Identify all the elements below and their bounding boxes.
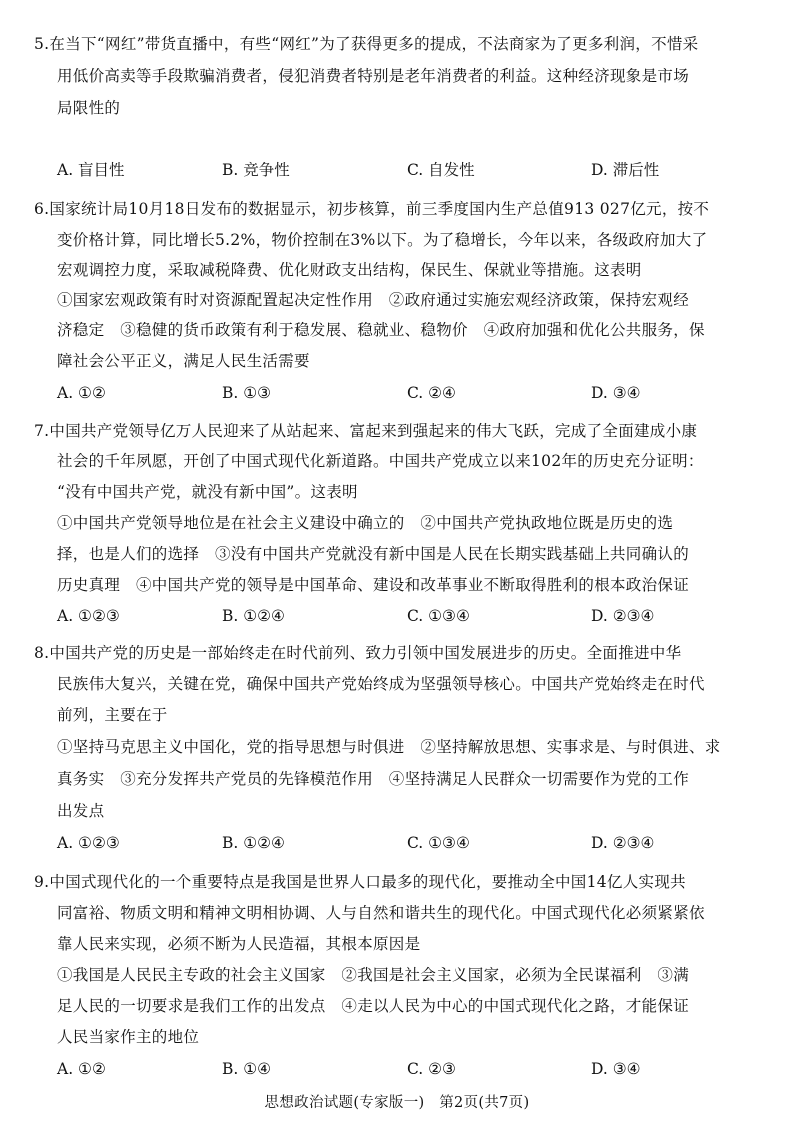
choice-b: B. ①③ bbox=[222, 384, 272, 402]
page-footer: 思想政治试题(专家版一) 第2页(共7页) bbox=[264, 1095, 530, 1111]
statement-options-line: ①我国是人民民主专政的社会主义国家 ②我国是社会主义国家，必须为全民谋福利 ③满 bbox=[57, 966, 690, 984]
question-stem-line: 6.国家统计局10月18日发布的数据显示，初步核算，前三季度国内生产总值913 027亿元，按不 bbox=[34, 200, 710, 218]
choice-b: B. ①②④ bbox=[222, 834, 285, 852]
choice-c: C. 自发性 bbox=[407, 161, 475, 179]
question-stem-line: 前列，主要在于 bbox=[57, 706, 168, 724]
question-stem-line: “没有中国共产党，就没有新中国”。这表明 bbox=[57, 483, 358, 501]
statement-options-line: ①国家宏观政策有时对资源配置起决定性作用 ②政府通过实施宏观经济政策，保持宏观经 bbox=[57, 291, 690, 309]
statement-options-line: 择，也是人们的选择 ③没有中国共产党就没有新中国是人民在长期实践基础上共同确认的 bbox=[57, 545, 690, 563]
statement-options-line: 真务实 ③充分发挥共产党员的先锋模范作用 ④坚持满足人民群众一切需要作为党的工作 bbox=[57, 770, 690, 788]
choice-b: B. ①②④ bbox=[222, 607, 285, 625]
choice-c: C. ②③ bbox=[407, 1060, 456, 1078]
choice-c: C. ①③④ bbox=[407, 834, 470, 852]
statement-options-line: 人民当家作主的地位 bbox=[57, 1028, 200, 1046]
question-stem-line: 9.中国式现代化的一个重要特点是我国是世界人口最多的现代化，要推动全中国14亿人实现共 bbox=[34, 873, 686, 891]
statement-options-line: 出发点 bbox=[57, 802, 105, 820]
choice-a: A. ①②③ bbox=[57, 834, 120, 852]
choice-a: A. ①② bbox=[57, 1060, 106, 1078]
choice-d: D. 滞后性 bbox=[591, 161, 660, 179]
statement-options-line: ①中国共产党领导地位是在社会主义建设中确立的 ②中国共产党执政地位既是历史的选 bbox=[57, 514, 674, 532]
question-stem-line: 5.在当下“网红”带货直播中，有些“网红”为了获得更多的提成，不法商家为了更多利润，不惜采 bbox=[34, 35, 699, 53]
choice-a: A. 盲目性 bbox=[57, 161, 125, 179]
question-stem-line: 同富裕、物质文明和精神文明相协调、人与自然和谐共生的现代化。中国式现代化必须紧紧依 bbox=[57, 904, 705, 922]
question-stem-line: 7.中国共产党领导亿万人民迎来了从站起来、富起来到强起来的伟大飞跃，完成了全面建成小康 bbox=[34, 422, 698, 440]
choice-b: B. 竞争性 bbox=[222, 161, 290, 179]
choice-a: A. ①② bbox=[57, 384, 106, 402]
choice-c: C. ②④ bbox=[407, 384, 456, 402]
choice-d: D. ②③④ bbox=[591, 607, 655, 625]
choice-d: D. ③④ bbox=[591, 384, 641, 402]
question-stem-line: 8.中国共产党的历史是一部始终走在时代前列、致力引领中国发展进步的历史。全面推进中华 bbox=[34, 644, 682, 662]
question-stem-line: 用低价高卖等手段欺骗消费者，侵犯消费者特别是老年消费者的利益。这种经济现象是市场 bbox=[57, 67, 690, 85]
question-stem-line: 靠人民来实现，必须不断为人民造福，其根本原因是 bbox=[57, 935, 421, 953]
statement-options-line: 历史真理 ④中国共产党的领导是中国革命、建设和改革事业不断取得胜利的根本政治保证 bbox=[57, 576, 690, 594]
question-stem-line: 民族伟大复兴，关键在党，确保中国共产党始终成为坚强领导核心。中国共产党始终走在时代 bbox=[57, 675, 705, 693]
question-stem-line: 变价格计算，同比增长5.2%，物价控制在3%以下。为了稳增长，今年以来，各级政府加大了 bbox=[57, 231, 708, 249]
choice-d: D. ②③④ bbox=[591, 834, 655, 852]
statement-options-line: 济稳定 ③稳健的货币政策有利于稳发展、稳就业、稳物价 ④政府加强和优化公共服务，保 bbox=[57, 321, 705, 339]
question-stem-line: 社会的千年夙愿，开创了中国式现代化新道路。中国共产党成立以来102年的历史充分证明： bbox=[57, 452, 704, 470]
statement-options-line: 足人民的一切要求是我们工作的出发点 ④走以人民为中心的中国式现代化之路，才能保证 bbox=[57, 997, 690, 1015]
choice-d: D. ③④ bbox=[591, 1060, 641, 1078]
choice-c: C. ①③④ bbox=[407, 607, 470, 625]
choice-b: B. ①④ bbox=[222, 1060, 272, 1078]
question-stem-line: 宏观调控力度，采取减税降费、优化财政支出结构，保民生、保就业等措施。这表明 bbox=[57, 261, 642, 279]
statement-options-line: ①坚持马克思主义中国化，党的指导思想与时俱进 ②坚持解放思想、实事求是、与时俱进、求 bbox=[57, 738, 721, 756]
question-stem-line: 局限性的 bbox=[57, 99, 121, 117]
choice-a: A. ①②③ bbox=[57, 607, 120, 625]
statement-options-line: 障社会公平正义，满足人民生活需要 bbox=[57, 352, 310, 370]
